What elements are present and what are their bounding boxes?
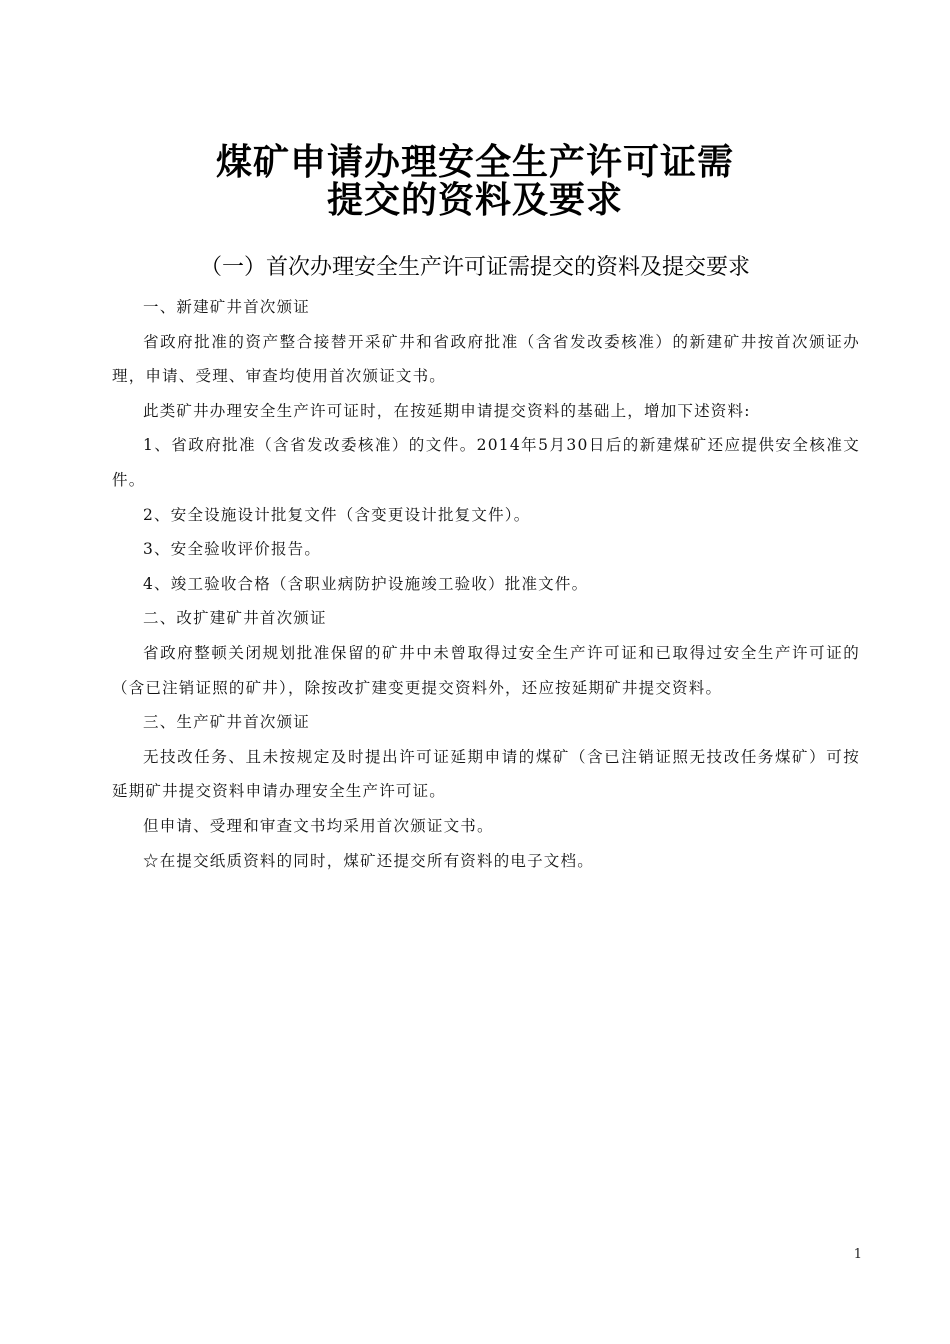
heading-expansion-mine: 二、改扩建矿井首次颁证 [143,609,327,628]
paragraph-expansion-mine: 省政府整顿关闭规划批准保留的矿井中未曾取得过安全生产许可证和已取得过安全生产许可证的（含已注销证照的矿井），除按改扩建变更提交资料外，还应按延期矿井提交资料。 [112,643,860,697]
page-number: 1 [853,1247,862,1262]
section-heading: （一）首次办理安全生产许可证需提交的资料及提交要求 [199,255,750,280]
paragraph-production-mine: 无技改任务、且未按规定及时提出许可证延期申请的煤矿（含已注销证照无技改任务煤矿）可按延期矿井提交资料申请办理安全生产许可证。 [112,747,860,801]
list-item-1: 1、省政府批准（含省发改委核准）的文件。2014年5月30日后的新建煤矿还应提供安全核准文件。 [112,436,860,489]
paragraph-new-mine-scope: 省政府批准的资产整合接替开采矿井和省政府批准（含省发改委核准）的新建矿井按首次颁证办理，申请、受理、审查均使用首次颁证文书。 [112,332,860,386]
list-item-3: 3、安全验收评价报告。 [143,540,322,559]
list-item-4: 4、竣工验收合格（含职业病防护设施竣工验收）批准文件。 [143,574,589,593]
document-title-line-1: 煤矿申请办理安全生产许可证需 [215,141,734,183]
paragraph-documents: 但申请、受理和审查文书均采用首次颁证文书。 [143,816,494,835]
heading-new-mine: 一、新建矿井首次颁证 [143,298,311,316]
list-item-2: 2、安全设施设计批复文件（含变更设计批复文件）。 [143,505,531,524]
heading-production-mine: 三、生产矿井首次颁证 [143,713,311,732]
paragraph-electronic-note: ☆在提交纸质资料的同时，煤矿还提交所有资料的电子文档。 [143,851,594,870]
document-title-line-2: 提交的资料及要求 [326,179,623,221]
document-body [112,290,860,878]
paragraph-additional-materials: 此类矿井办理安全生产许可证时，在按延期申请提交资料的基础上，增加下述资料: [143,401,751,420]
